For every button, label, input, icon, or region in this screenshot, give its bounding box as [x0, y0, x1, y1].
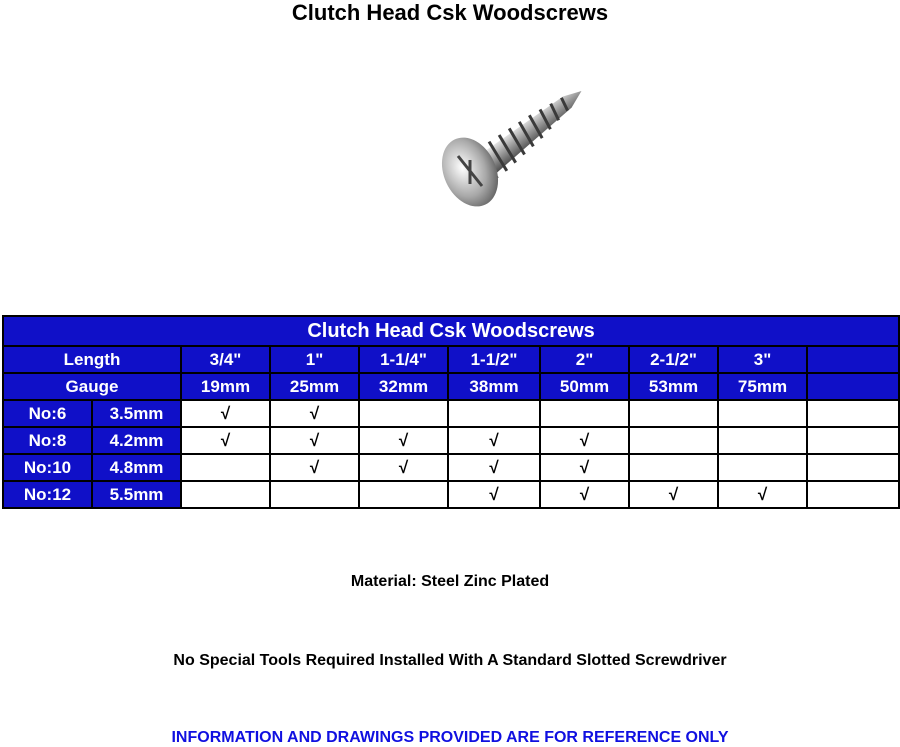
availability-cell: [181, 454, 270, 481]
page-title: Clutch Head Csk Woodscrews: [291, 0, 609, 25]
availability-cell: √: [448, 454, 540, 481]
availability-cell: √: [181, 427, 270, 454]
length-header: 2": [540, 346, 629, 373]
availability-cell: [807, 454, 899, 481]
availability-cell: √: [448, 481, 540, 508]
availability-cell: [270, 481, 359, 508]
availability-cell: [718, 400, 807, 427]
availability-cell: [359, 400, 448, 427]
availability-cell: [359, 481, 448, 508]
mm-header: 19mm: [181, 373, 270, 400]
length-header: 1-1/2": [448, 346, 540, 373]
table-row: [3, 427, 899, 454]
gauge-cell: No:12: [3, 481, 92, 508]
availability-cell: [181, 481, 270, 508]
mm-header: 25mm: [270, 373, 359, 400]
gauge-cell: No:10: [3, 454, 92, 481]
availability-cell: √: [270, 427, 359, 454]
availability-cell: [807, 400, 899, 427]
gauge-cell: No:8: [3, 427, 92, 454]
mm-header: 53mm: [629, 373, 718, 400]
availability-cell: √: [270, 454, 359, 481]
table-row: [3, 400, 899, 427]
mm-header: 32mm: [359, 373, 448, 400]
availability-cell: √: [540, 427, 629, 454]
length-header: 3/4": [181, 346, 270, 373]
length-header: 1-1/4": [359, 346, 448, 373]
material-note: Material: Steel Zinc Plated: [350, 573, 550, 590]
availability-cell: √: [270, 400, 359, 427]
availability-cell: [629, 454, 718, 481]
availability-cell: √: [448, 427, 540, 454]
diameter-cell: 4.8mm: [92, 454, 181, 481]
availability-cell: [807, 427, 899, 454]
table-caption: Clutch Head Csk Woodscrews: [3, 316, 899, 346]
availability-cell: [629, 400, 718, 427]
availability-cell: √: [359, 454, 448, 481]
availability-cell: [448, 400, 540, 427]
length-header: 2-1/2": [629, 346, 718, 373]
availability-cell: [807, 481, 899, 508]
mm-header: [807, 373, 899, 400]
gauge-label: Gauge: [3, 373, 181, 400]
table-row: [3, 454, 899, 481]
availability-cell: √: [718, 481, 807, 508]
mm-header: 50mm: [540, 373, 629, 400]
disclaimer-note: INFORMATION AND DRAWINGS PROVIDED ARE FOR REFERENCE ONLY: [171, 729, 729, 746]
mm-header: 38mm: [448, 373, 540, 400]
availability-cell: [629, 427, 718, 454]
availability-cell: √: [359, 427, 448, 454]
table-row: [3, 481, 899, 508]
diameter-cell: 4.2mm: [92, 427, 181, 454]
length-label: Length: [3, 346, 181, 373]
availability-cell: [540, 400, 629, 427]
diameter-cell: 5.5mm: [92, 481, 181, 508]
availability-cell: √: [629, 481, 718, 508]
length-header: 1": [270, 346, 359, 373]
availability-cell: √: [181, 400, 270, 427]
length-header: 3": [718, 346, 807, 373]
availability-cell: √: [540, 481, 629, 508]
screw-image: [430, 64, 610, 214]
availability-cell: [718, 454, 807, 481]
size-table: [2, 315, 898, 509]
availability-cell: √: [540, 454, 629, 481]
gauge-cell: No:6: [3, 400, 92, 427]
tools-note: No Special Tools Required Installed With A Standard Slotted Screwdriver: [173, 652, 727, 669]
availability-cell: [718, 427, 807, 454]
length-header: [807, 346, 899, 373]
mm-header: 75mm: [718, 373, 807, 400]
diameter-cell: 3.5mm: [92, 400, 181, 427]
